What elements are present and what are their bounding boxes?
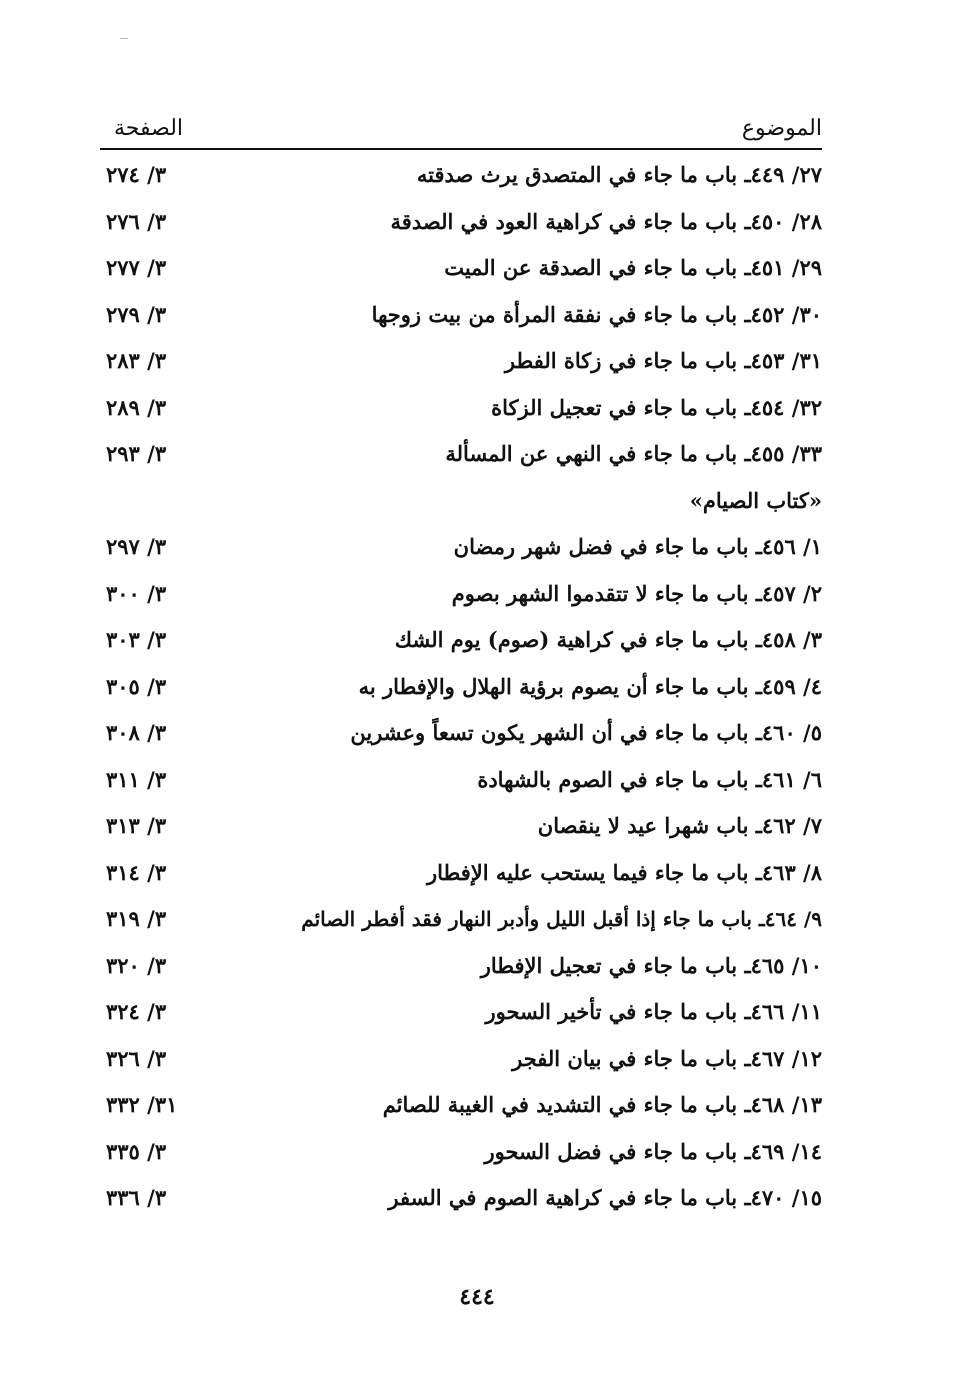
list-item [100,664,822,711]
entry-title: ١٥/ ٤٧٠ـ باب ما جاء في كراهية الصوم في السفر [388,1185,822,1210]
list-item [100,1036,822,1083]
header-rule [100,148,822,150]
scan-mark [120,38,128,39]
entry-page: ٣/ ٣٣٦ [106,1185,167,1210]
entry-title: ٢٨/ ٤٥٠ـ باب ما جاء في كراهية العود في الصدقة [390,208,822,234]
section-title: «كتاب الصيام» [689,487,822,513]
entry-title: ٧/ ٤٦٢ـ باب شهرا عيد لا ينقصان [537,813,822,838]
entry-title: ٣٣/ ٤٥٥ـ باب ما جاء في النهي عن المسألة [445,441,822,466]
entry-page: ٣/ ٢٨٣ [106,348,167,373]
entry-title: ١٠/ ٤٦٥ـ باب ما جاء في تعجيل الإفطار [480,952,822,978]
entry-page: ٣/ ٢٧٧ [106,255,167,280]
entry-title: ٣٢/ ٤٥٤ـ باب ما جاء في تعجيل الزكاة [491,394,822,420]
entry-page: ٣/ ٢٧٩ [106,301,167,327]
topic-column-heading: الموضوع [741,116,822,141]
list-item [100,943,822,990]
entry-title: ٤/ ٤٥٩ـ باب ما جاء أن يصوم برؤية الهلال والإفطار به [358,673,822,699]
list-item [100,617,822,664]
list-item [100,1082,822,1129]
entry-title: ٢٧/ ٤٤٩ـ باب ما جاء في المتصدق يرث صدقته [416,162,822,187]
entry-title: ٣/ ٤٥٨ـ باب ما جاء في كراهية (صوم) يوم الشك [394,627,822,652]
entry-title: ٣٠/ ٤٥٢ـ باب ما جاء في نفقة المرأة من بيت زوجها [371,301,822,327]
entry-page: ٣/ ٣٠٨ [106,720,167,745]
entry-title: ١/ ٤٥٦ـ باب ما جاء في فضل شهر رمضان [453,534,822,559]
entry-title: ١١/ ٤٦٦ـ باب ما جاء في تأخير السحور [485,999,822,1024]
entry-page: ٣/ ٣٢٦ [106,1045,167,1071]
section-heading [100,478,822,525]
entry-title: ٢/ ٤٥٧ـ باب ما جاء لا تتقدموا الشهر بصوم [451,580,822,606]
list-item [100,245,822,292]
entry-page: ٣/ ٢٩٧ [106,534,167,559]
entry-title: ١٤/ ٤٦٩ـ باب ما جاء في فضل السحور [484,1138,822,1164]
entry-title: ٥/ ٤٦٠ـ باب ما جاء في أن الشهر يكون تسعاً وعشرين [350,720,822,745]
entry-page: ٣١/ ٣٣٢ [106,1092,178,1117]
entry-page: ٣/ ٣٠٠ [106,580,167,606]
list-item [100,385,822,432]
entry-page: ٣/ ٣٢٤ [106,999,167,1024]
list-item [100,1175,822,1222]
list-item [100,757,822,804]
entry-page: ٣/ ٢٧٦ [106,208,167,234]
entry-page: ٣/ ٣١١ [106,766,167,792]
page-number: ٤٤٤ [459,1284,495,1310]
list-item [100,292,822,339]
entry-page: ٣/ ٣١٩ [106,906,167,931]
list-item [100,710,822,757]
page-column-heading: الصفحة [114,116,184,141]
entry-title: ٢٩/ ٤٥١ـ باب ما جاء في الصدقة عن الميت [444,255,822,280]
list-item [100,338,822,385]
contents-list [100,152,822,1222]
entry-title: ٦/ ٤٦١ـ باب ما جاء في الصوم بالشهادة [477,766,822,792]
entry-page: ٣/ ٢٩٣ [106,441,167,466]
table-header [100,112,822,148]
entry-title: ٨/ ٤٦٣ـ باب ما جاء فيما يستحب عليه الإفطار [426,859,822,885]
list-item [100,989,822,1036]
entry-title: ٣١/ ٤٥٣ـ باب ما جاء في زكاة الفطر [504,348,822,373]
list-item [100,152,822,199]
list-item [100,199,822,246]
list-item [100,524,822,571]
entry-page: ٣/ ٢٧٤ [106,162,167,187]
list-item [100,896,822,943]
list-item [100,850,822,897]
list-item [100,803,822,850]
entry-page: ٣/ ٣١٣ [106,813,167,838]
list-item [100,571,822,618]
entry-title: ١٢/ ٤٦٧ـ باب ما جاء في بيان الفجر [512,1045,822,1071]
entry-page: ٣/ ٣٠٥ [106,673,167,699]
list-item [100,1129,822,1176]
entry-page: ٣/ ٢٨٩ [106,394,167,420]
entry-page: ٣/ ٣٣٥ [106,1138,167,1164]
entry-title: ٩/ ٤٦٤ـ باب ما جاء إذا أقبل الليل وأدبر النهار فقد أفطر الصائم [301,907,822,931]
entry-page: ٣/ ٣٢٠ [106,952,167,978]
entry-title: ١٣/ ٤٦٨ـ باب ما جاء في التشديد في الغيبة للصائم [382,1092,822,1117]
entry-page: ٣/ ٣٠٣ [106,627,167,652]
entry-page: ٣/ ٣١٤ [106,859,167,885]
list-item [100,431,822,478]
